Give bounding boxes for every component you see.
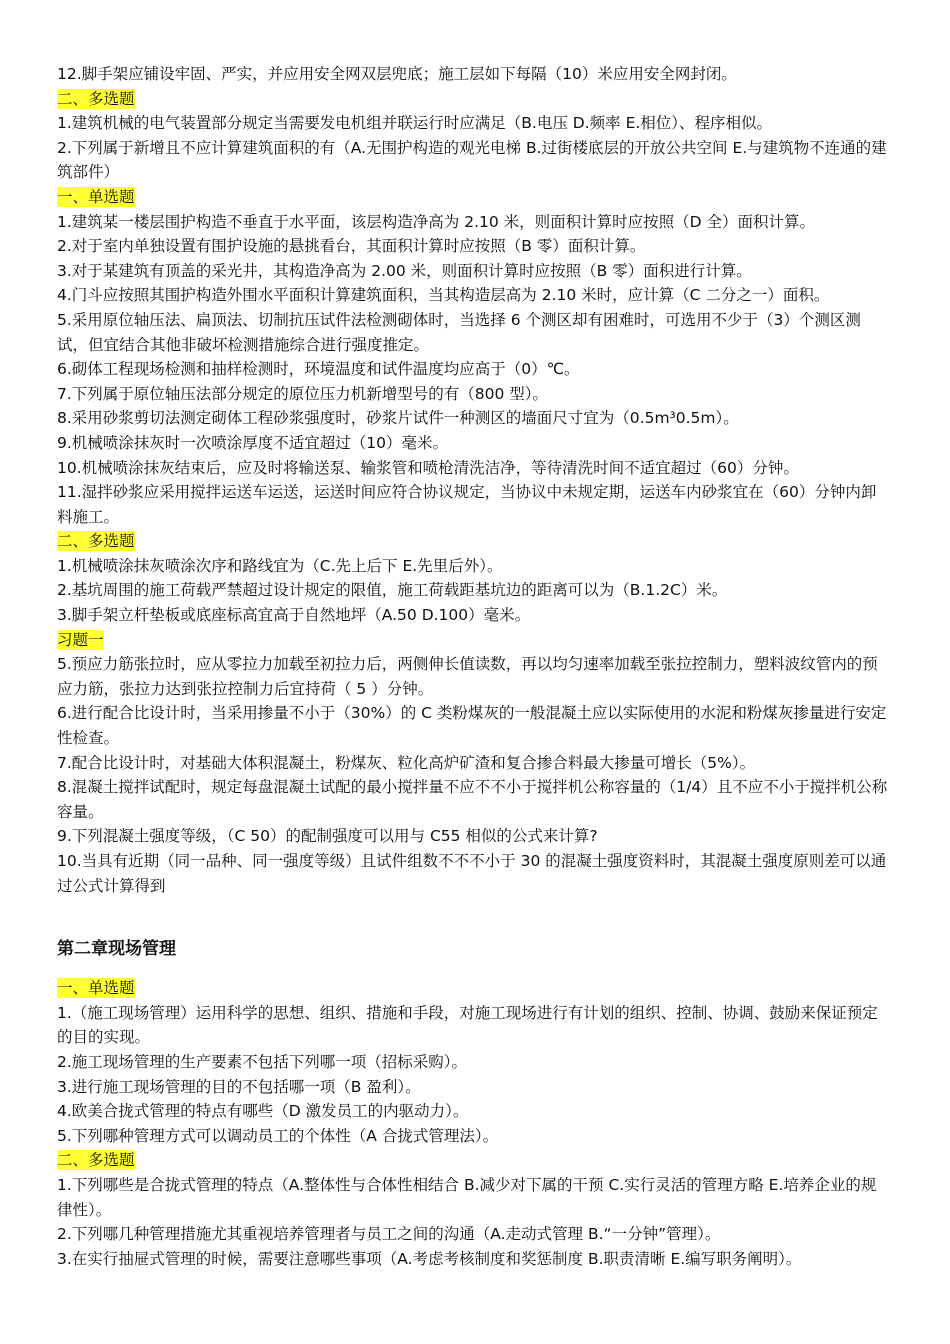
highlighted-heading-text: 习题一 bbox=[57, 630, 104, 649]
highlighted-heading-text: 一、单选题 bbox=[57, 187, 135, 206]
question-item: 3.脚手架立杆垫板或底座标高宜高于自然地坪（A.50 D.100）毫米。 bbox=[57, 606, 531, 625]
question-type-heading bbox=[57, 185, 890, 210]
question-item: 2.施工现场管理的生产要素不包括下列哪一项（招标采购）。 bbox=[57, 1052, 468, 1071]
highlighted-heading-text: 一、单选题 bbox=[57, 979, 135, 998]
highlighted-heading-text: 二、多选题 bbox=[57, 89, 135, 108]
question-type-heading bbox=[57, 1148, 890, 1173]
question-item: 2.下列哪几种管理措施尤其重视培养管理者与员工之间的沟通（A.走动式管理 B.“一分钟”管理）。 bbox=[57, 1225, 721, 1244]
question-item: 3.进行施工现场管理的目的不包括哪一项（B 盈利）。 bbox=[57, 1077, 421, 1096]
question-item: 2.下列属于新增且不应计算建筑面积的有（A.无围护构造的观光电梯 B.过街楼底层的开放公共空间 E.与建筑物不连通的建筑部件） bbox=[57, 138, 887, 182]
question-item: 1.建筑机械的电气装置部分规定当需要发电机组并联运行时应满足（B.电压 D.频率 E.相位）、程序相似。 bbox=[57, 114, 773, 133]
highlighted-heading-text: 二、多选题 bbox=[57, 1151, 135, 1170]
question-type-heading bbox=[57, 976, 890, 1001]
question-item: 7.下列属于原位轴压法部分规定的原位压力机新增型号的有（800 型）。 bbox=[57, 384, 549, 403]
question-item: 2.基坑周围的施工荷载严禁超过设计规定的限值，施工荷载距基坑边的距离可以为（B.1.2C）米。 bbox=[57, 581, 728, 600]
question-item: 5.采用原位轴压法、扁顶法、切制抗压试件法检测砌体时，当选择 6 个测区却有困难时，可选用不少于（3）个测区测试，但宜结合其他非破坏检测措施综合进行强度推定。 bbox=[57, 310, 861, 354]
question-item: 11.湿拌砂浆应采用搅拌运送车运送，运送时间应符合协议规定，当协议中未规定期，运送车内砂浆宜在（60）分钟内卸料施工。 bbox=[57, 483, 877, 526]
question-type-heading bbox=[57, 529, 890, 554]
question-item: 4.欧美合拢式管理的特点有哪些（D 激发员工的内驱动力）。 bbox=[57, 1102, 469, 1121]
question-item: 1.（施工现场管理）运用科学的思想、组织、措施和手段，对施工现场进行有计划的组织、控制、协调、鼓励来保证预定的目的实现。 bbox=[57, 1003, 878, 1047]
question-item: 1.下列哪些是合拢式管理的特点（A.整体性与合体性相结合 B.减少对下属的干预 C.实行灵活的管理方略 E.培养企业的规律性）。 bbox=[57, 1175, 877, 1219]
question-item: 10.机械喷涂抹灰结束后，应及时将输送泵、输浆管和喷枪清洗洁净，等待清洗时间不适宜超过（60）分钟。 bbox=[57, 458, 799, 477]
question-item: 3.在实行抽屉式管理的时候，需要注意哪些事项（A.考虑考核制度和奖惩制度 B.职责清晰 E.编写职务阐明）。 bbox=[57, 1249, 802, 1268]
question-item: 5.下列哪种管理方式可以调动员工的个体性（A 合拢式管理法）。 bbox=[57, 1126, 499, 1145]
section-exam-questions bbox=[57, 62, 890, 898]
question-item: 2.对于室内单独设置有围护设施的悬挑看台，其面积计算时应按照（B 零）面积计算。 bbox=[57, 237, 646, 256]
question-item: 8.采用砂浆剪切法测定砌体工程砂浆强度时，砂浆片试件一种测区的墙面尺寸宜为（0.5m³0.5m）。 bbox=[57, 409, 739, 428]
section-gap bbox=[57, 898, 890, 924]
question-item: 9.机械喷涂抹灰时一次喷涂厚度不适宜超过（10）毫米。 bbox=[57, 433, 449, 452]
question-item: 3.对于某建筑有顶盖的采光井，其构造净高为 2.00 米，则面积计算时应按照（B 零）面积进行计算。 bbox=[57, 261, 752, 280]
highlighted-heading-text: 二、多选题 bbox=[57, 532, 135, 551]
question-item: 5.预应力筋张拉时，应从零拉力加载至初拉力后，两侧伸长值读数，再以均匀速率加载至张拉控制力，塑料波纹管内的预应力筋，张拉力达到张拉控制力后宜持荷（ 5 ）分钟。 bbox=[57, 655, 878, 698]
section-site-management bbox=[57, 976, 890, 1271]
question-item: 1.机械喷涂抹灰喷涂次序和路线宜为（C.先上后下 E.先里后外）。 bbox=[57, 556, 503, 575]
question-item: 1.建筑某一楼层围护构造不垂直于水平面，该层构造净高为 2.10 米，则面积计算时应按照（D 全）面积计算。 bbox=[57, 212, 816, 231]
question-item: 4.门斗应按照其围护构造外围水平面积计算建筑面积，当其构造层高为 2.10 米时，应计算（C 二分之一）面积。 bbox=[57, 286, 830, 305]
question-item: 6.砌体工程现场检测和抽样检测时，环境温度和试件温度均应高于（0）℃。 bbox=[57, 360, 580, 379]
question-type-heading bbox=[57, 87, 890, 112]
question-item: 8.混凝土搅拌试配时，规定每盘混凝土试配的最小搅拌量不应不不小于搅拌机公称容量的（1/4）且不应不小于搅拌机公称容量。 bbox=[57, 778, 888, 821]
question-item: 12.脚手架应铺设牢固、严实，并应用安全网双层兜底；施工层如下每隔（10）米应用安全网封闭。 bbox=[57, 65, 737, 83]
chapter-title: 第二章现场管理 bbox=[57, 939, 176, 960]
question-item: 10.当具有近期（同一品种、同一强度等级）且试件组数不不不小于 30 的混凝土强度资料时，其混凝土强度原则差可以通过公式计算得到 bbox=[57, 852, 887, 895]
question-item: 9.下列混凝土强度等级，（C 50）的配制强度可以用与 C55 相似的公式来计算? bbox=[57, 827, 598, 846]
question-item: 7.配合比设计时，对基础大体积混凝土，粉煤灰、粒化高炉矿渣和复合掺合料最大掺量可增长（5%）。 bbox=[57, 753, 756, 772]
question-type-heading bbox=[57, 628, 890, 653]
question-item: 6.进行配合比设计时，当采用掺量不小于（30%）的 C 类粉煤灰的一般混凝土应以实际使用的水泥和粉煤灰掺量进行安定性检查。 bbox=[57, 704, 887, 748]
